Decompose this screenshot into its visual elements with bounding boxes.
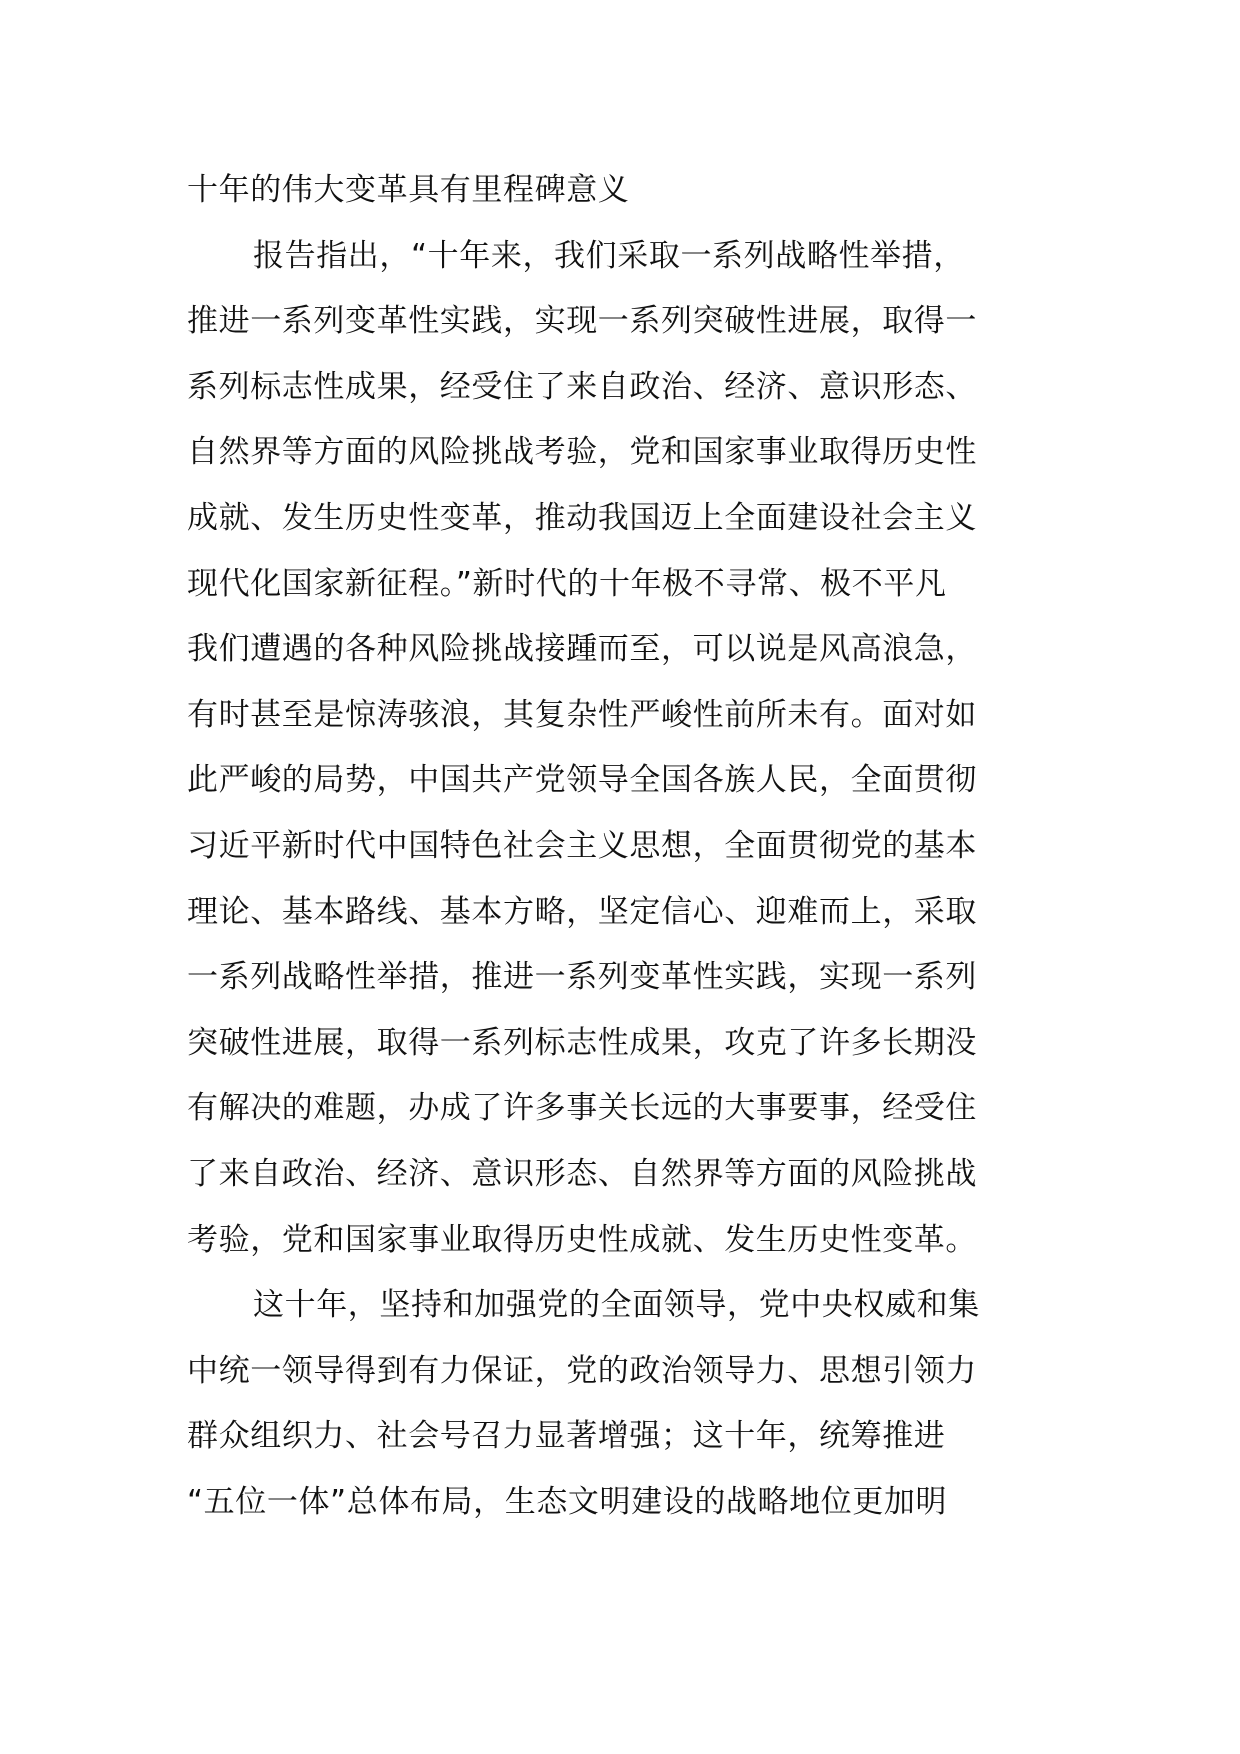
text-line: 十年的伟大变革具有里程碑意义	[187, 172, 630, 208]
body-text	[187, 158, 1067, 1535]
text-line: 考验，党和国家事业取得历史性成就、发生历史性变革。	[187, 1221, 977, 1258]
text-line: “五位一体”总体布局，生态文明建设的战略地位更加明	[187, 1483, 948, 1520]
text-line: 群众组织力、社会号召力显著增强；这十年，统筹推进	[187, 1418, 946, 1455]
text-line: 此严峻的局势，中国共产党领导全国各族人民，全面贯彻	[187, 762, 977, 799]
text-line: 中统一领导得到有力保证，党的政治领导力、思想引领力	[187, 1352, 977, 1389]
text-line: 了来自政治、经济、意识形态、自然界等方面的风险挑战	[187, 1155, 977, 1192]
text-line: 系列标志性成果，经受住了来自政治、经济、意识形态、	[187, 368, 977, 405]
text-line: 现代化国家新征程。”新时代的十年极不寻常、极不平凡	[187, 565, 947, 602]
text-line: 报告指出，“十年来，我们采取一系列战略性举措，	[253, 237, 965, 274]
text-line: 我们遭遇的各种风险挑战接踵而至，可以说是风高浪急，	[187, 631, 977, 668]
text-line: 突破性进展，取得一系列标志性成果，攻克了许多长期没	[187, 1024, 977, 1061]
text-line: 一系列战略性举措，推进一系列变革性实践，实现一系列	[187, 959, 977, 996]
text-line: 习近平新时代中国特色社会主义思想，全面贯彻党的基本	[187, 827, 977, 864]
text-line: 推进一系列变革性实践，实现一系列突破性进展，取得一	[187, 303, 977, 340]
text-line: 这十年，坚持和加强党的全面领导，党中央权威和集	[253, 1287, 980, 1324]
text-line: 理论、基本路线、基本方略，坚定信心、迎难而上，采取	[187, 893, 977, 930]
text-line: 自然界等方面的风险挑战考验，党和国家事业取得历史性	[187, 434, 977, 471]
text-line: 有解决的难题，办成了许多事关长远的大事要事，经受住	[187, 1090, 977, 1127]
text-line: 成就、发生历史性变革，推动我国迈上全面建设社会主义	[187, 499, 977, 536]
text-line: 有时甚至是惊涛骇浪，其复杂性严峻性前所未有。面对如	[187, 696, 977, 733]
